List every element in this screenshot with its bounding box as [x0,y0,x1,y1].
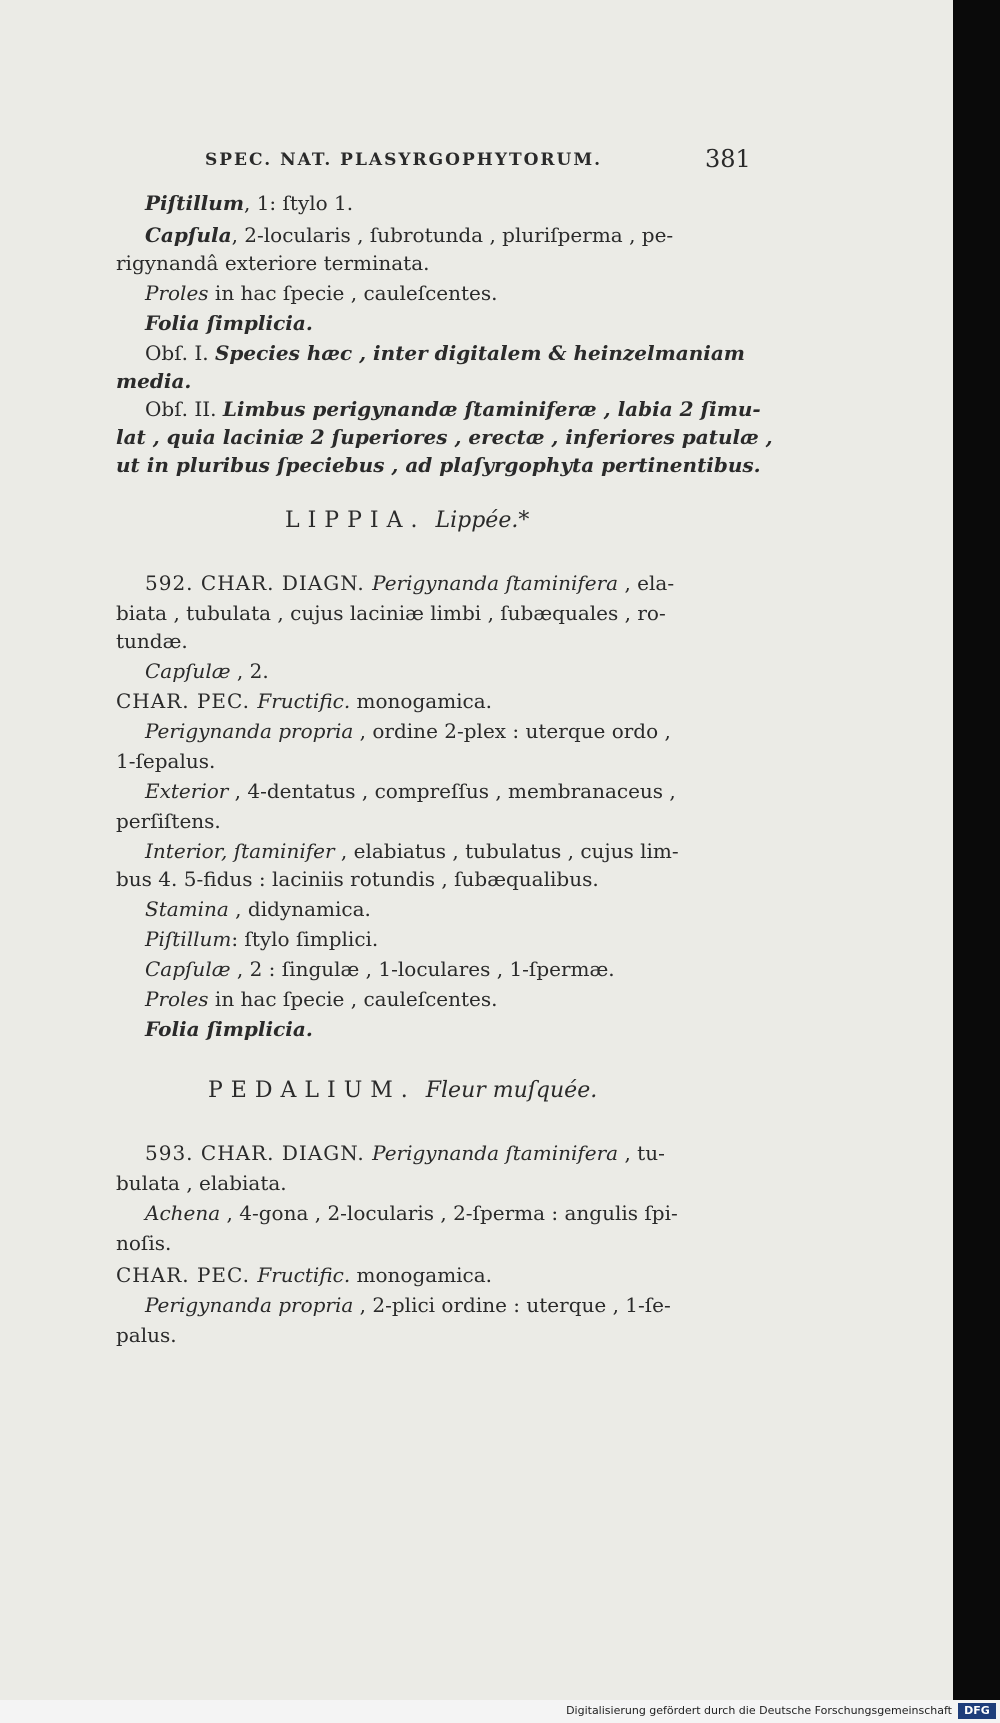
page-number: 381 [705,145,751,173]
footer-bar [0,1700,1000,1723]
text-line: Exterior , 4-dentatus , compreſſus , membranaceus , [145,779,676,803]
text-line: Achena , 4-gona , 2-locularis , 2-ſperma : angulis ſpi- [145,1201,678,1225]
text-line: CHAR. PEC. Fructific. monogamica. [116,1263,493,1287]
book-spine [953,0,1000,1700]
text-line: Obſ. I. Species hæc , inter digitalem & heinzelmaniam [145,341,745,365]
text-line: Obſ. II. Limbus perigynandæ ſtaminiferæ , labia 2 ſimu- [145,397,761,421]
funding-credit: Digitalisierung gefördert durch die Deutsche Forschungsgemeinschaft [566,1704,952,1717]
dfg-logo: DFG [958,1703,996,1719]
text-line: biata , tubulata , cujus laciniæ limbi , ſubæquales , ro- [116,601,666,625]
text-line: Piſtillum: ſtylo ſimplici. [145,927,379,951]
text-line: CHAR. PEC. Fructific. monogamica. [116,689,493,713]
text-line: Proles in hac ſpecie , cauleſcentes. [145,281,498,305]
running-header: SPEC. NAT. PLASYRGOPHYTORUM. [205,150,603,170]
text-line: noſis. [116,1231,172,1255]
text-line: Interior, ſtaminifer , elabiatus , tubulatus , cujus lim- [145,839,679,863]
text-line: Capſulæ , 2. [145,659,269,683]
text-line: Folia ſimplicia. [145,311,313,335]
genus-heading-pedalium: PEDALIUM. Fleur muſquée. [208,1078,598,1103]
text-line: 593. CHAR. DIAGN. Perigynanda ſtaminifera , tu- [145,1141,665,1165]
text-line: 592. CHAR. DIAGN. Perigynanda ſtaminifera , ela- [145,571,675,595]
text-line: lat , quia laciniæ 2 ſuperiores , erectæ , inferiores patulæ , [116,425,773,449]
text-line: Stamina , didynamica. [145,897,371,921]
text-line: perſiſtens. [116,809,221,833]
text-line: Proles in hac ſpecie , cauleſcentes. [145,987,498,1011]
text-line: 1-ſepalus. [116,749,216,773]
text-line: bus 4. 5-fidus : laciniis rotundis , ſubæqualibus. [116,867,599,891]
text-line: rigynandâ exteriore terminata. [116,251,430,275]
text-line: tundæ. [116,629,188,653]
text-line: Folia ſimplicia. [145,1017,313,1041]
text-line: Capſula, 2-locularis , ſubrotunda , pluriſperma , pe- [145,223,674,247]
text-line: Perigynanda propria , 2-plici ordine : uterque , 1-ſe- [145,1293,671,1317]
text-line: palus. [116,1323,177,1347]
text-line: bulata , elabiata. [116,1171,287,1195]
text-line: Piſtillum, 1: ſtylo 1. [145,191,354,215]
text-line: Perigynanda propria , ordine 2-plex : uterque ordo , [145,719,671,743]
text-line: Capſulæ , 2 : ſingulæ , 1-loculares , 1-ſpermæ. [145,957,615,981]
genus-heading-lippia: LIPPIA. Lippée.* [285,508,530,533]
text-line: media. [116,369,192,393]
text-line: ut in pluribus ſpeciebus , ad plaſyrgophyta pertinentibus. [116,453,761,477]
